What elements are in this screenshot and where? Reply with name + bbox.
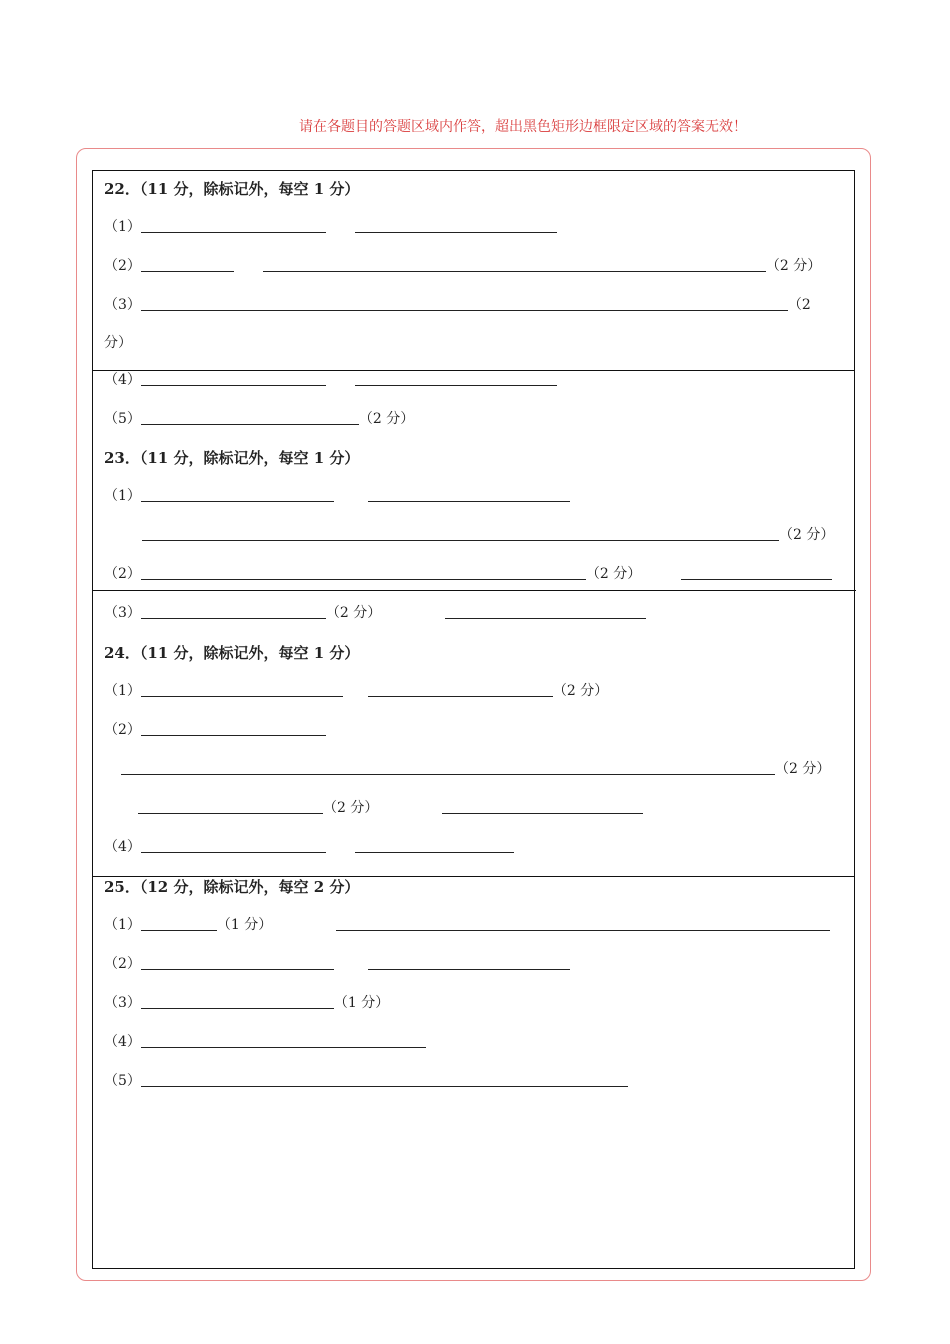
- q24-part2: [104, 718, 326, 740]
- answer-blank[interactable]: [355, 231, 557, 233]
- q22-part3: [104, 293, 811, 315]
- score-note: （2 分）: [765, 258, 822, 274]
- q24-part1: [104, 679, 608, 701]
- part-label: （3）: [104, 995, 141, 1011]
- score-note: 分）: [104, 335, 132, 351]
- q25-title: 25．（12 分，除标记外，每空 2 分）: [104, 878, 360, 896]
- answer-blank[interactable]: [445, 617, 646, 619]
- q24-title: 24．（11 分，除标记外，每空 1 分）: [104, 644, 360, 662]
- q25-part4: [104, 1030, 426, 1052]
- answer-blank[interactable]: [141, 500, 334, 502]
- q24-part4: [104, 835, 514, 857]
- part-label: （2）: [104, 722, 141, 738]
- q25-part3: [104, 991, 389, 1013]
- part-label: （2）: [104, 258, 141, 274]
- answer-blank[interactable]: [355, 384, 557, 386]
- q23-part1-cont: [142, 523, 834, 545]
- notice-text: 请在各题目的答题区域内作答，超出黑色矩形边框限定区域的答案无效！: [299, 119, 747, 135]
- separator-line: [93, 590, 856, 591]
- answer-blank[interactable]: [141, 270, 234, 272]
- answer-blank[interactable]: [141, 578, 586, 580]
- q22-part5: [104, 407, 414, 429]
- q23-heading: [104, 446, 359, 468]
- answer-blank[interactable]: [141, 617, 326, 619]
- answer-blank[interactable]: [141, 1085, 628, 1087]
- q25-part2: [104, 952, 570, 974]
- q25-part5: [104, 1069, 628, 1091]
- q24-part2-cont: [121, 757, 830, 779]
- answer-blank[interactable]: [368, 968, 570, 970]
- score-note: （2 分）: [585, 566, 642, 582]
- q24-part3: [138, 796, 643, 818]
- q22-title: 22．（11 分，除标记外，每空 1 分）: [104, 180, 360, 198]
- answer-blank[interactable]: [355, 851, 514, 853]
- answer-blank[interactable]: [141, 968, 334, 970]
- part-label: （2）: [104, 566, 141, 582]
- q25-heading: [104, 875, 359, 897]
- q22-part3-cont: [104, 331, 132, 353]
- score-note: （2 分）: [323, 800, 379, 816]
- q23-title: 23．（11 分，除标记外，每空 1 分）: [104, 449, 360, 467]
- part-label: （1）: [104, 683, 141, 699]
- score-note: （2 分）: [358, 411, 415, 427]
- answer-blank[interactable]: [681, 578, 832, 580]
- answer-blank[interactable]: [336, 929, 830, 931]
- q23-part3: [104, 601, 646, 623]
- score-note: （2 分）: [552, 683, 609, 699]
- answer-blank[interactable]: [141, 1046, 426, 1048]
- part-label: （3）: [104, 297, 141, 313]
- answer-blank[interactable]: [141, 1007, 334, 1009]
- score-note: （2 分）: [779, 527, 835, 543]
- answer-blank[interactable]: [141, 734, 326, 736]
- q22-part1: [104, 215, 557, 237]
- answer-blank[interactable]: [368, 695, 553, 697]
- part-label: （5）: [104, 1073, 141, 1089]
- score-note: （1 分）: [216, 917, 273, 933]
- answer-blank[interactable]: [138, 812, 323, 814]
- q22-heading: [104, 177, 359, 199]
- answer-blank[interactable]: [141, 384, 326, 386]
- score-note: （1 分）: [333, 995, 390, 1011]
- part-label: （3）: [104, 605, 141, 621]
- q22-part4: [104, 368, 557, 390]
- part-label: （1）: [104, 917, 141, 933]
- answer-blank[interactable]: [141, 851, 326, 853]
- answer-blank[interactable]: [442, 812, 643, 814]
- part-label: （4）: [104, 839, 141, 855]
- part-label: （1）: [104, 488, 141, 504]
- q24-heading: [104, 641, 359, 663]
- part-label: （2）: [104, 956, 141, 972]
- score-note: （2 分）: [775, 761, 831, 777]
- answer-blank[interactable]: [141, 423, 359, 425]
- score-note: （2 分）: [325, 605, 382, 621]
- q25-part1: [104, 913, 830, 935]
- score-note: （2: [787, 297, 811, 313]
- q22-part2: [104, 254, 821, 276]
- q23-part1: [104, 484, 570, 506]
- answer-blank[interactable]: [368, 500, 570, 502]
- answer-blank[interactable]: [121, 773, 775, 775]
- part-label: （5）: [104, 411, 141, 427]
- part-label: （4）: [104, 372, 141, 388]
- q23-part2: [104, 562, 832, 584]
- answer-blank[interactable]: [141, 309, 788, 311]
- answer-blank[interactable]: [141, 929, 217, 931]
- answer-blank[interactable]: [263, 270, 766, 272]
- part-label: （1）: [104, 219, 141, 235]
- answer-blank[interactable]: [141, 695, 343, 697]
- part-label: （4）: [104, 1034, 141, 1050]
- answer-blank[interactable]: [142, 539, 779, 541]
- answer-blank[interactable]: [141, 231, 326, 233]
